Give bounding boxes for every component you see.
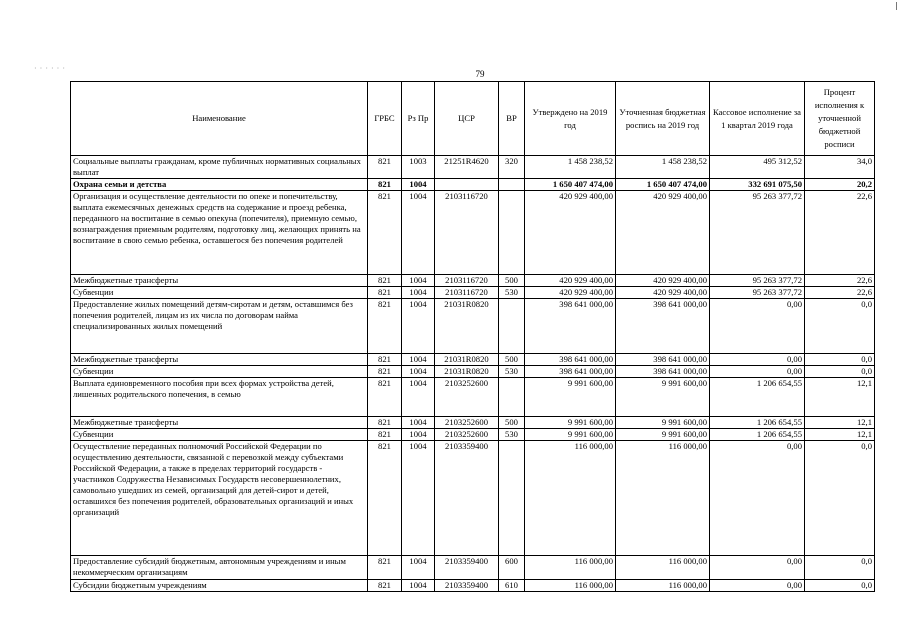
row-percent: 0,0	[805, 441, 875, 556]
row-rzpr: 1004	[402, 556, 435, 580]
row-name: Предоставление жилых помещений детям-сиротам и детям, оставшимся без попечения родителей, лицам из их числа по договорам найма специализированных жилых помещений	[71, 299, 368, 354]
header-grbs: ГРБС	[368, 82, 402, 156]
table-row	[71, 354, 875, 366]
row-vr	[499, 299, 525, 354]
row-refined: 398 641 000,00	[616, 299, 710, 354]
row-vr: 610	[499, 580, 525, 592]
row-percent: 22,6	[805, 275, 875, 287]
header-csr: ЦСР	[435, 82, 499, 156]
row-cash: 1 206 654,55	[710, 429, 805, 441]
row-vr: 530	[499, 287, 525, 299]
table-body	[71, 156, 875, 592]
row-vr: 530	[499, 429, 525, 441]
header-cash: Кассовое исполнение за 1 квартал 2019 года	[710, 82, 805, 156]
row-approved: 9 991 600,00	[525, 417, 616, 429]
row-rzpr: 1004	[402, 287, 435, 299]
row-refined: 398 641 000,00	[616, 354, 710, 366]
row-approved: 398 641 000,00	[525, 366, 616, 378]
row-grbs: 821	[368, 354, 402, 366]
row-cash: 0,00	[710, 366, 805, 378]
row-csr: 2103252600	[435, 378, 499, 417]
row-refined: 1 650 407 474,00	[616, 179, 710, 191]
table-header-row	[71, 82, 875, 156]
row-cash: 0,00	[710, 441, 805, 556]
header-refined: Уточненная бюджетная роспись на 2019 год	[616, 82, 710, 156]
header-name: Наименование	[71, 82, 368, 156]
row-grbs: 821	[368, 366, 402, 378]
header-rzpr: Рз Пр	[402, 82, 435, 156]
row-rzpr: 1004	[402, 441, 435, 556]
row-approved: 1 458 238,52	[525, 156, 616, 179]
row-name: Организация и осуществление деятельности по опеке и попечительству, выплата ежемесячных денежных средств на содержание и проезд ребенка, переданного на воспитание в семью опекуна (попечителя), приемную семью, вознаграждения приемным родителям, подготовку лиц, желающих принять на воспитание в свою семью ребенка, оставшегося без попечения родителей	[71, 191, 368, 275]
row-approved: 9 991 600,00	[525, 429, 616, 441]
row-vr: 500	[499, 354, 525, 366]
row-grbs: 821	[368, 429, 402, 441]
row-csr: 21031R0820	[435, 299, 499, 354]
row-cash: 95 263 377,72	[710, 275, 805, 287]
row-refined: 1 458 238,52	[616, 156, 710, 179]
row-rzpr: 1004	[402, 354, 435, 366]
table-row	[71, 556, 875, 580]
table-row	[71, 441, 875, 556]
header-percent: Процент исполнения к уточненной бюджетной росписи	[805, 82, 875, 156]
row-cash: 0,00	[710, 299, 805, 354]
row-percent: 12,1	[805, 429, 875, 441]
header-vr: ВР	[499, 82, 525, 156]
row-name: Субвенции	[71, 429, 368, 441]
row-grbs: 821	[368, 191, 402, 275]
row-rzpr: 1004	[402, 366, 435, 378]
row-refined: 420 929 400,00	[616, 191, 710, 275]
row-percent: 0,0	[805, 354, 875, 366]
row-csr: 21031R0820	[435, 354, 499, 366]
row-name: Межбюджетные трансферты	[71, 275, 368, 287]
row-approved: 116 000,00	[525, 441, 616, 556]
row-percent: 34,0	[805, 156, 875, 179]
table-row	[71, 299, 875, 354]
row-vr: 530	[499, 366, 525, 378]
row-csr: 2103252600	[435, 429, 499, 441]
row-refined: 420 929 400,00	[616, 287, 710, 299]
table-row	[71, 191, 875, 275]
row-csr: 2103252600	[435, 417, 499, 429]
table-row	[71, 378, 875, 417]
row-name: Предоставление субсидий бюджетным, автономным учреждениям и иным некоммерческим организациям	[71, 556, 368, 580]
row-approved: 398 641 000,00	[525, 299, 616, 354]
row-rzpr: 1003	[402, 156, 435, 179]
table-row	[71, 429, 875, 441]
row-csr: 2103359400	[435, 580, 499, 592]
row-cash: 1 206 654,55	[710, 378, 805, 417]
row-refined: 420 929 400,00	[616, 275, 710, 287]
row-grbs: 821	[368, 156, 402, 179]
row-approved: 1 650 407 474,00	[525, 179, 616, 191]
row-cash: 1 206 654,55	[710, 417, 805, 429]
row-refined: 398 641 000,00	[616, 366, 710, 378]
row-vr	[499, 441, 525, 556]
row-csr: 2103359400	[435, 441, 499, 556]
row-rzpr: 1004	[402, 378, 435, 417]
row-name: Выплата единовременного пособия при всех формах устройства детей, лишенных родительского попечения, в семью	[71, 378, 368, 417]
row-cash: 332 691 075,50	[710, 179, 805, 191]
row-percent: 0,0	[805, 580, 875, 592]
row-name: Социальные выплаты гражданам, кроме публичных нормативных социальных выплат	[71, 156, 368, 179]
row-percent: 12,1	[805, 378, 875, 417]
row-rzpr: 1004	[402, 191, 435, 275]
row-approved: 420 929 400,00	[525, 191, 616, 275]
table-row	[71, 275, 875, 287]
row-vr: 500	[499, 417, 525, 429]
row-grbs: 821	[368, 378, 402, 417]
row-percent: 0,0	[805, 299, 875, 354]
table-row	[71, 366, 875, 378]
row-name: Осуществление переданных полномочий Российской Федерации по осуществлению деятельности, связанной с перевозкой между субъектами Российской Федерации, а также в пределах территорий государств - участников Содружества Независимых Государств несовершеннолетних, самовольно ушедших из семей, организаций для детей-сирот и детей, оставшихся без попечения родителей, образовательных организаций и иных организаций	[71, 441, 368, 556]
table-row	[71, 287, 875, 299]
row-name: Субвенции	[71, 287, 368, 299]
row-cash: 95 263 377,72	[710, 287, 805, 299]
budget-execution-table	[70, 81, 875, 592]
row-csr	[435, 179, 499, 191]
row-percent: 0,0	[805, 556, 875, 580]
row-cash: 0,00	[710, 556, 805, 580]
page-number: 79	[475, 69, 485, 79]
table-row	[71, 580, 875, 592]
row-grbs: 821	[368, 441, 402, 556]
row-vr	[499, 378, 525, 417]
row-vr: 600	[499, 556, 525, 580]
row-percent: 22,6	[805, 191, 875, 275]
row-rzpr: 1004	[402, 275, 435, 287]
row-approved: 116 000,00	[525, 556, 616, 580]
row-vr	[499, 179, 525, 191]
row-cash: 95 263 377,72	[710, 191, 805, 275]
row-grbs: 821	[368, 299, 402, 354]
row-refined: 116 000,00	[616, 556, 710, 580]
row-grbs: 821	[368, 556, 402, 580]
row-percent: 22,6	[805, 287, 875, 299]
row-approved: 420 929 400,00	[525, 275, 616, 287]
row-approved: 420 929 400,00	[525, 287, 616, 299]
row-rzpr: 1004	[402, 580, 435, 592]
row-grbs: 821	[368, 275, 402, 287]
row-percent: 20,2	[805, 179, 875, 191]
row-vr: 500	[499, 275, 525, 287]
table-row	[71, 156, 875, 179]
scan-edge-mark	[896, 2, 897, 10]
row-approved: 116 000,00	[525, 580, 616, 592]
row-name: Охрана семьи и детства	[71, 179, 368, 191]
row-csr: 21251R4620	[435, 156, 499, 179]
row-approved: 398 641 000,00	[525, 354, 616, 366]
row-cash: 495 312,52	[710, 156, 805, 179]
row-csr: 2103359400	[435, 556, 499, 580]
row-csr: 21031R0820	[435, 366, 499, 378]
row-percent: 0,0	[805, 366, 875, 378]
row-rzpr: 1004	[402, 179, 435, 191]
row-csr: 2103116720	[435, 287, 499, 299]
row-name: Межбюджетные трансферты	[71, 417, 368, 429]
row-rzpr: 1004	[402, 429, 435, 441]
row-refined: 116 000,00	[616, 580, 710, 592]
row-cash: 0,00	[710, 580, 805, 592]
row-name: Субсидии бюджетным учреждениям	[71, 580, 368, 592]
row-refined: 9 991 600,00	[616, 378, 710, 417]
row-csr: 2103116720	[435, 275, 499, 287]
row-refined: 116 000,00	[616, 441, 710, 556]
table-row	[71, 417, 875, 429]
row-cash: 0,00	[710, 354, 805, 366]
row-name: Межбюджетные трансферты	[71, 354, 368, 366]
row-grbs: 821	[368, 179, 402, 191]
row-refined: 9 991 600,00	[616, 429, 710, 441]
row-rzpr: 1004	[402, 417, 435, 429]
row-csr: 2103116720	[435, 191, 499, 275]
row-grbs: 821	[368, 287, 402, 299]
scan-artifact: ······	[34, 64, 68, 73]
row-percent: 12,1	[805, 417, 875, 429]
row-grbs: 821	[368, 580, 402, 592]
row-approved: 9 991 600,00	[525, 378, 616, 417]
table-row	[71, 179, 875, 191]
row-vr: 320	[499, 156, 525, 179]
row-name: Субвенции	[71, 366, 368, 378]
row-rzpr: 1004	[402, 299, 435, 354]
row-vr	[499, 191, 525, 275]
row-grbs: 821	[368, 417, 402, 429]
header-approved: Утверждено на 2019 год	[525, 82, 616, 156]
row-refined: 9 991 600,00	[616, 417, 710, 429]
